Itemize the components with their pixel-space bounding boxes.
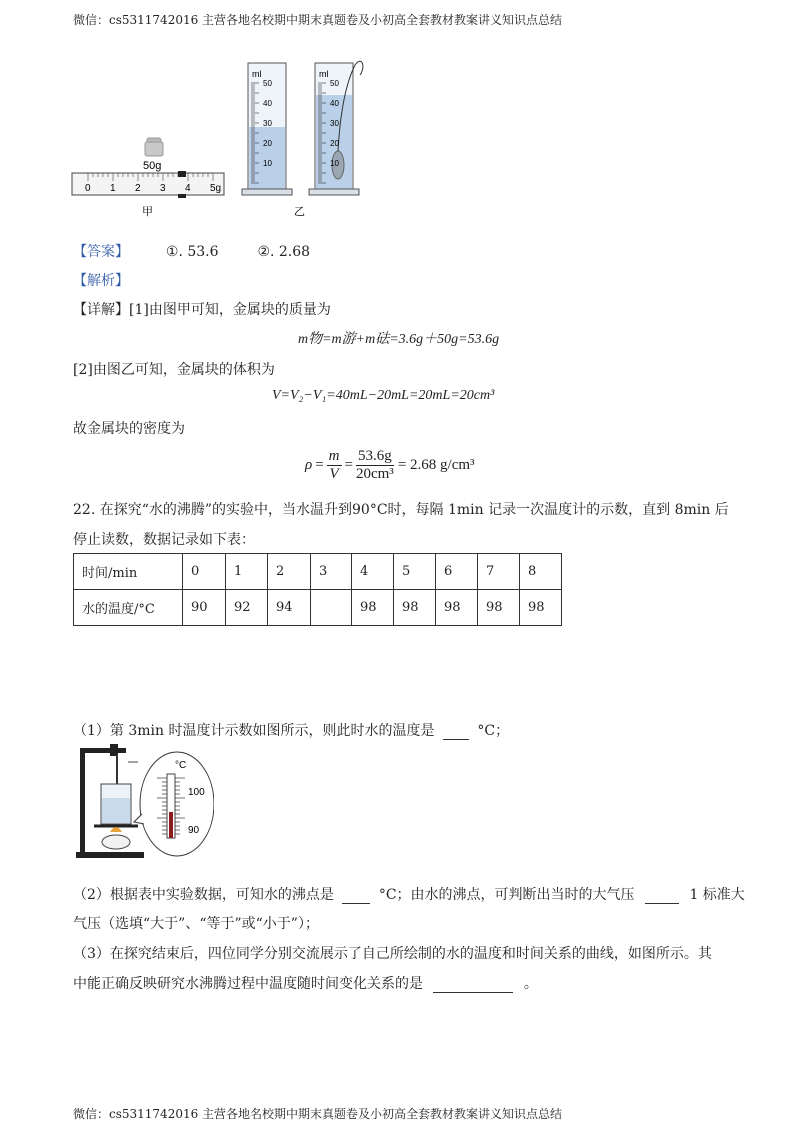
ruler-tick-label: 3 [160, 183, 166, 194]
cylinder-tick-label: 40 [263, 99, 272, 108]
mercury-column [169, 812, 173, 838]
q22-line-2: 停止读数，数据记录如下表： [73, 532, 255, 548]
cylinder-tick-label: 50 [263, 79, 272, 88]
cylinder-tick-label: 10 [263, 159, 272, 168]
stand-arm [80, 748, 126, 753]
fraction-m-over-v: $\frac{m}{V}$ [328, 447, 340, 482]
q2-line-2: 气压（选填“大于”、“等于”或“小于”）； [73, 916, 319, 932]
flame-icon [110, 827, 122, 832]
label-jia: 甲 [142, 206, 153, 218]
ruler-tick-label: 4 [185, 183, 191, 194]
stand-base [76, 852, 144, 858]
answer-blank-1[interactable] [443, 725, 469, 740]
cylinder-tick-label: 30 [330, 119, 339, 128]
svg-text:ml: ml [252, 69, 262, 79]
answer-blank-3[interactable] [645, 889, 679, 904]
table-row: 时间/min 0 1 2 3 4 5 6 7 8 [74, 554, 562, 590]
stand-rod [80, 748, 85, 856]
cylinder-tick-label: 40 [330, 99, 339, 108]
formula-mass: m物=m游+m砝=3.6g＋50g=53.6g [298, 332, 500, 347]
thermo-unit: °C [175, 760, 187, 771]
cylinder-tick-label: 30 [263, 119, 272, 128]
answer-blank-4[interactable] [433, 978, 513, 993]
answer-line [73, 241, 310, 261]
formula-density: ρ = $\frac{m}{V}$ = $\frac{53.6g}{\text{20cm³}}$ = 2.68 g/cm³ [305, 447, 475, 482]
answer-tag: 【答案】 [73, 244, 129, 260]
answer-item-1: ①. 53.6 [165, 244, 219, 260]
figure-balance-cylinders [70, 55, 410, 220]
page-header: 微信：cs5311742016 主营各地名校期中期末真题卷及小初高全套教材教案讲义知识点总结 [73, 13, 563, 27]
table-row: 水的温度/°C 90 92 94 98 98 98 98 98 [74, 590, 562, 626]
table-header-time: 时间/min [74, 554, 183, 590]
analysis-tag: 【解析】 [73, 273, 129, 289]
cylinder-tick-label: 20 [330, 139, 339, 148]
rider-marker-bottom [178, 194, 186, 198]
q22-line-1: 22. 在探究“水的沸腾”的实验中，当水温升到90°C时，每隔 1min 记录一次温度计的示数，直到 8min 后 [73, 502, 729, 518]
ruler-tick-label: 5g [210, 183, 222, 194]
q3-line-2: 中能正确反映研究水沸腾过程中温度随时间变化关系的是 。 [73, 976, 538, 992]
answer-item-2: ②. 2.68 [257, 244, 311, 260]
detail-line-2: [2]由图乙可知，金属块的体积为 [73, 362, 275, 378]
svg-text:ml: ml [319, 69, 329, 79]
q3-line-1: （3）在探究结束后，四位同学分别交流展示了自己所绘制的水的温度和时间关系的曲线，如图所示。其 [73, 946, 712, 962]
fraction-values: $\frac{53.6g}{\text{20cm³}}$ [355, 447, 394, 482]
rider-marker [178, 171, 186, 177]
detail-line-3: 故金属块的密度为 [73, 421, 185, 437]
ruler-tick-label: 0 [85, 183, 91, 194]
label-yi: 乙 [294, 206, 305, 218]
data-table [73, 553, 562, 626]
cylinder-tick-label: 10 [330, 159, 339, 168]
formula-volume: V=V₂−V₁=40mL−20mL=20mL=20cm³ [272, 388, 495, 403]
alcohol-lamp [102, 835, 130, 849]
figure-thermometer-setup [74, 742, 214, 862]
cylinder-tick-label: 20 [263, 139, 272, 148]
ruler-tick-label: 1 [110, 183, 116, 194]
table-header-temp: 水的温度/°C [74, 590, 183, 626]
thermo-label-100: 100 [188, 787, 205, 798]
q1-line: （1）第 3min 时温度计示数如图所示，则此时水的温度是 °C； [73, 723, 510, 739]
cylinder-tick-label: 50 [330, 79, 339, 88]
q2-line-1: （2）根据表中实验数据，可知水的沸点是 °C；由水的沸点，可判断出当时的大气压 1 标准大 [73, 887, 745, 903]
page-footer: 微信：cs5311742016 主营各地名校期中期末真题卷及小初高全套教材教案讲义知识点总结 [73, 1107, 563, 1121]
weight-icon [145, 138, 163, 156]
ruler-tick-label: 2 [135, 183, 141, 194]
density-result: = 2.68 g/cm³ [397, 456, 475, 473]
answer-blank-2[interactable] [342, 889, 370, 904]
weight-label: 50g [143, 160, 162, 172]
thermo-label-90: 90 [188, 825, 200, 836]
detail-line-1: 【详解】[1]由图甲可知，金属块的质量为 [73, 302, 331, 318]
